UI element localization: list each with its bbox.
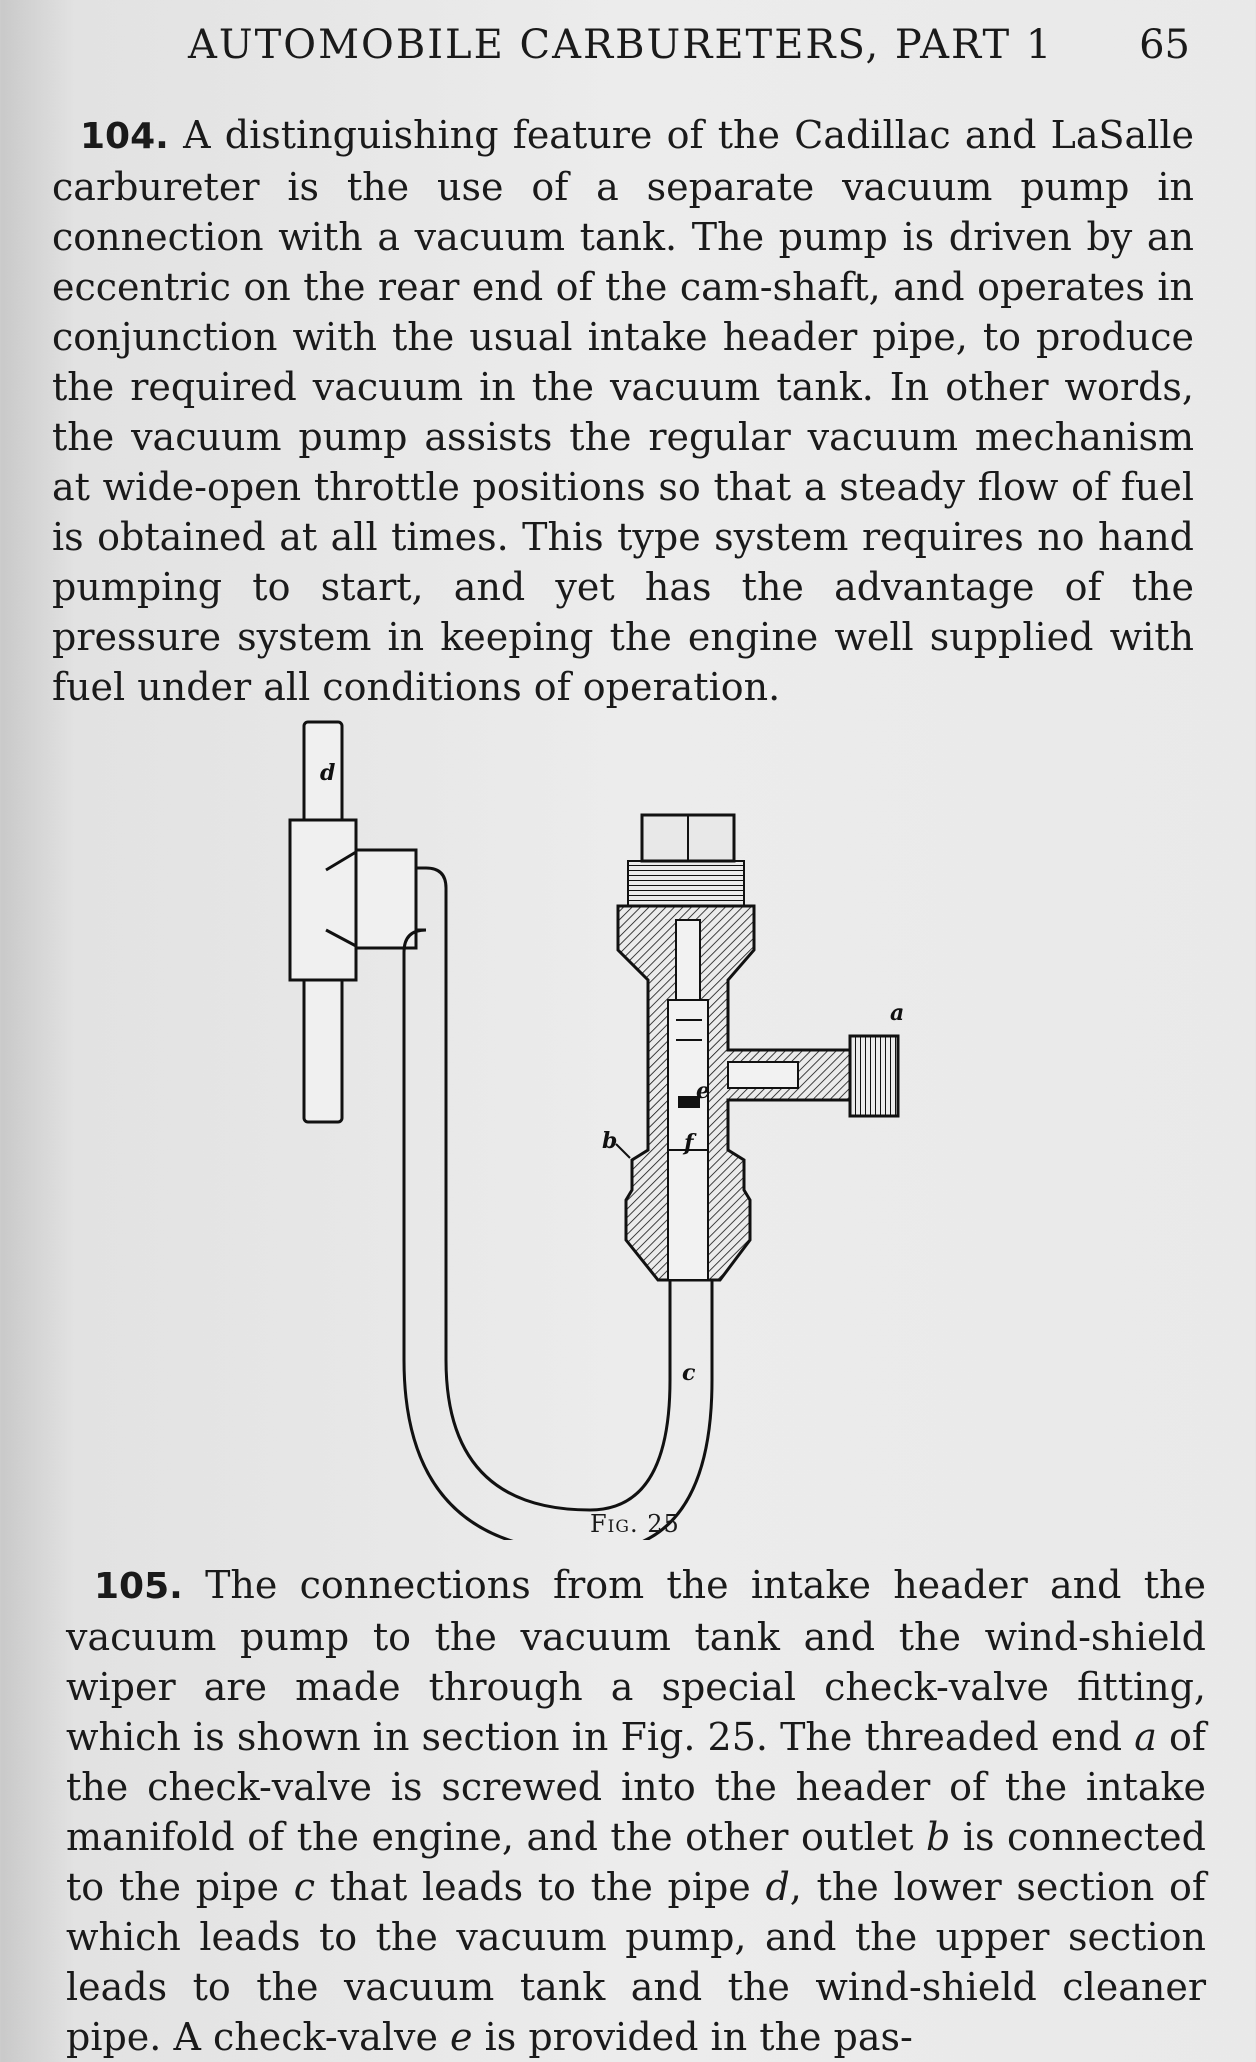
label-e: e <box>696 1078 710 1104</box>
running-head: AUTOMOBILE CARBURETERS, PART 1 <box>188 22 1054 68</box>
label-f: f <box>684 1130 694 1156</box>
paragraph-104 <box>52 110 1194 712</box>
section-number-104: 104. <box>80 116 169 157</box>
paragraph-105-text-5: , the lower section of which leads to the vacuum pump, and the upper section leads to the vacuum tank and the wind-shield cleaner pipe. A check-valve <box>66 1865 1206 2059</box>
section-number-105: 105. <box>94 1566 183 1607</box>
paragraph-104-text: A distinguishing feature of the Cadillac and LaSalle carbureter is the use of a separate vacuum pump in connection with a vacuum tank. The pump is driven by an eccentric on the rear end of the cam-shaft, and operates in conjunction with the usual intake header pipe, to produce the required vacuum in the vacuum tank. In other words, the vacuum pump assists the regular vacuum mechanism at wide-open throttle positions so that a steady flow of fuel is obtained at all times. This type system requires no hand pumping to start, and yet has the advantage of the pressure system in keeping the engine well supplied with fuel under all conditions of operation. <box>52 113 1194 709</box>
label-b: b <box>602 1128 618 1154</box>
page-number: 65 <box>1139 22 1190 68</box>
paragraph-105-text-4: that leads to the pipe <box>314 1865 766 1909</box>
check-valve-body <box>618 815 898 1280</box>
ref-d: d <box>765 1865 790 1909</box>
ref-b: b <box>926 1815 951 1859</box>
ref-c: c <box>293 1865 315 1909</box>
ref-a: a <box>1134 1715 1157 1759</box>
figure-caption: Fig. 25 <box>590 1510 680 1538</box>
label-c: c <box>682 1360 696 1386</box>
paragraph-105-text-2: of the check-valve is screwed into the header of the intake manifold of the engine, and the other outlet <box>66 1715 1206 1859</box>
paragraph-105-text-6: is provided in the pas- <box>472 2015 913 2059</box>
label-d: d <box>320 760 336 786</box>
figure-25-check-valve-diagram <box>250 720 1010 1540</box>
pipe-d <box>290 722 416 1122</box>
label-a: a <box>890 1000 905 1026</box>
page-header <box>180 22 1200 82</box>
paragraph-105 <box>66 1560 1206 2062</box>
ref-e: e <box>450 2015 473 2059</box>
paragraph-105-text-1: The connections from the intake header and the vacuum pump to the vacuum tank and the wind-shield wiper are made through a special check-valve fitting, which is shown in section in Fig. 25. The threaded end <box>66 1563 1206 1759</box>
paragraph-105-text-3: is connected to the pipe <box>66 1815 1206 1909</box>
